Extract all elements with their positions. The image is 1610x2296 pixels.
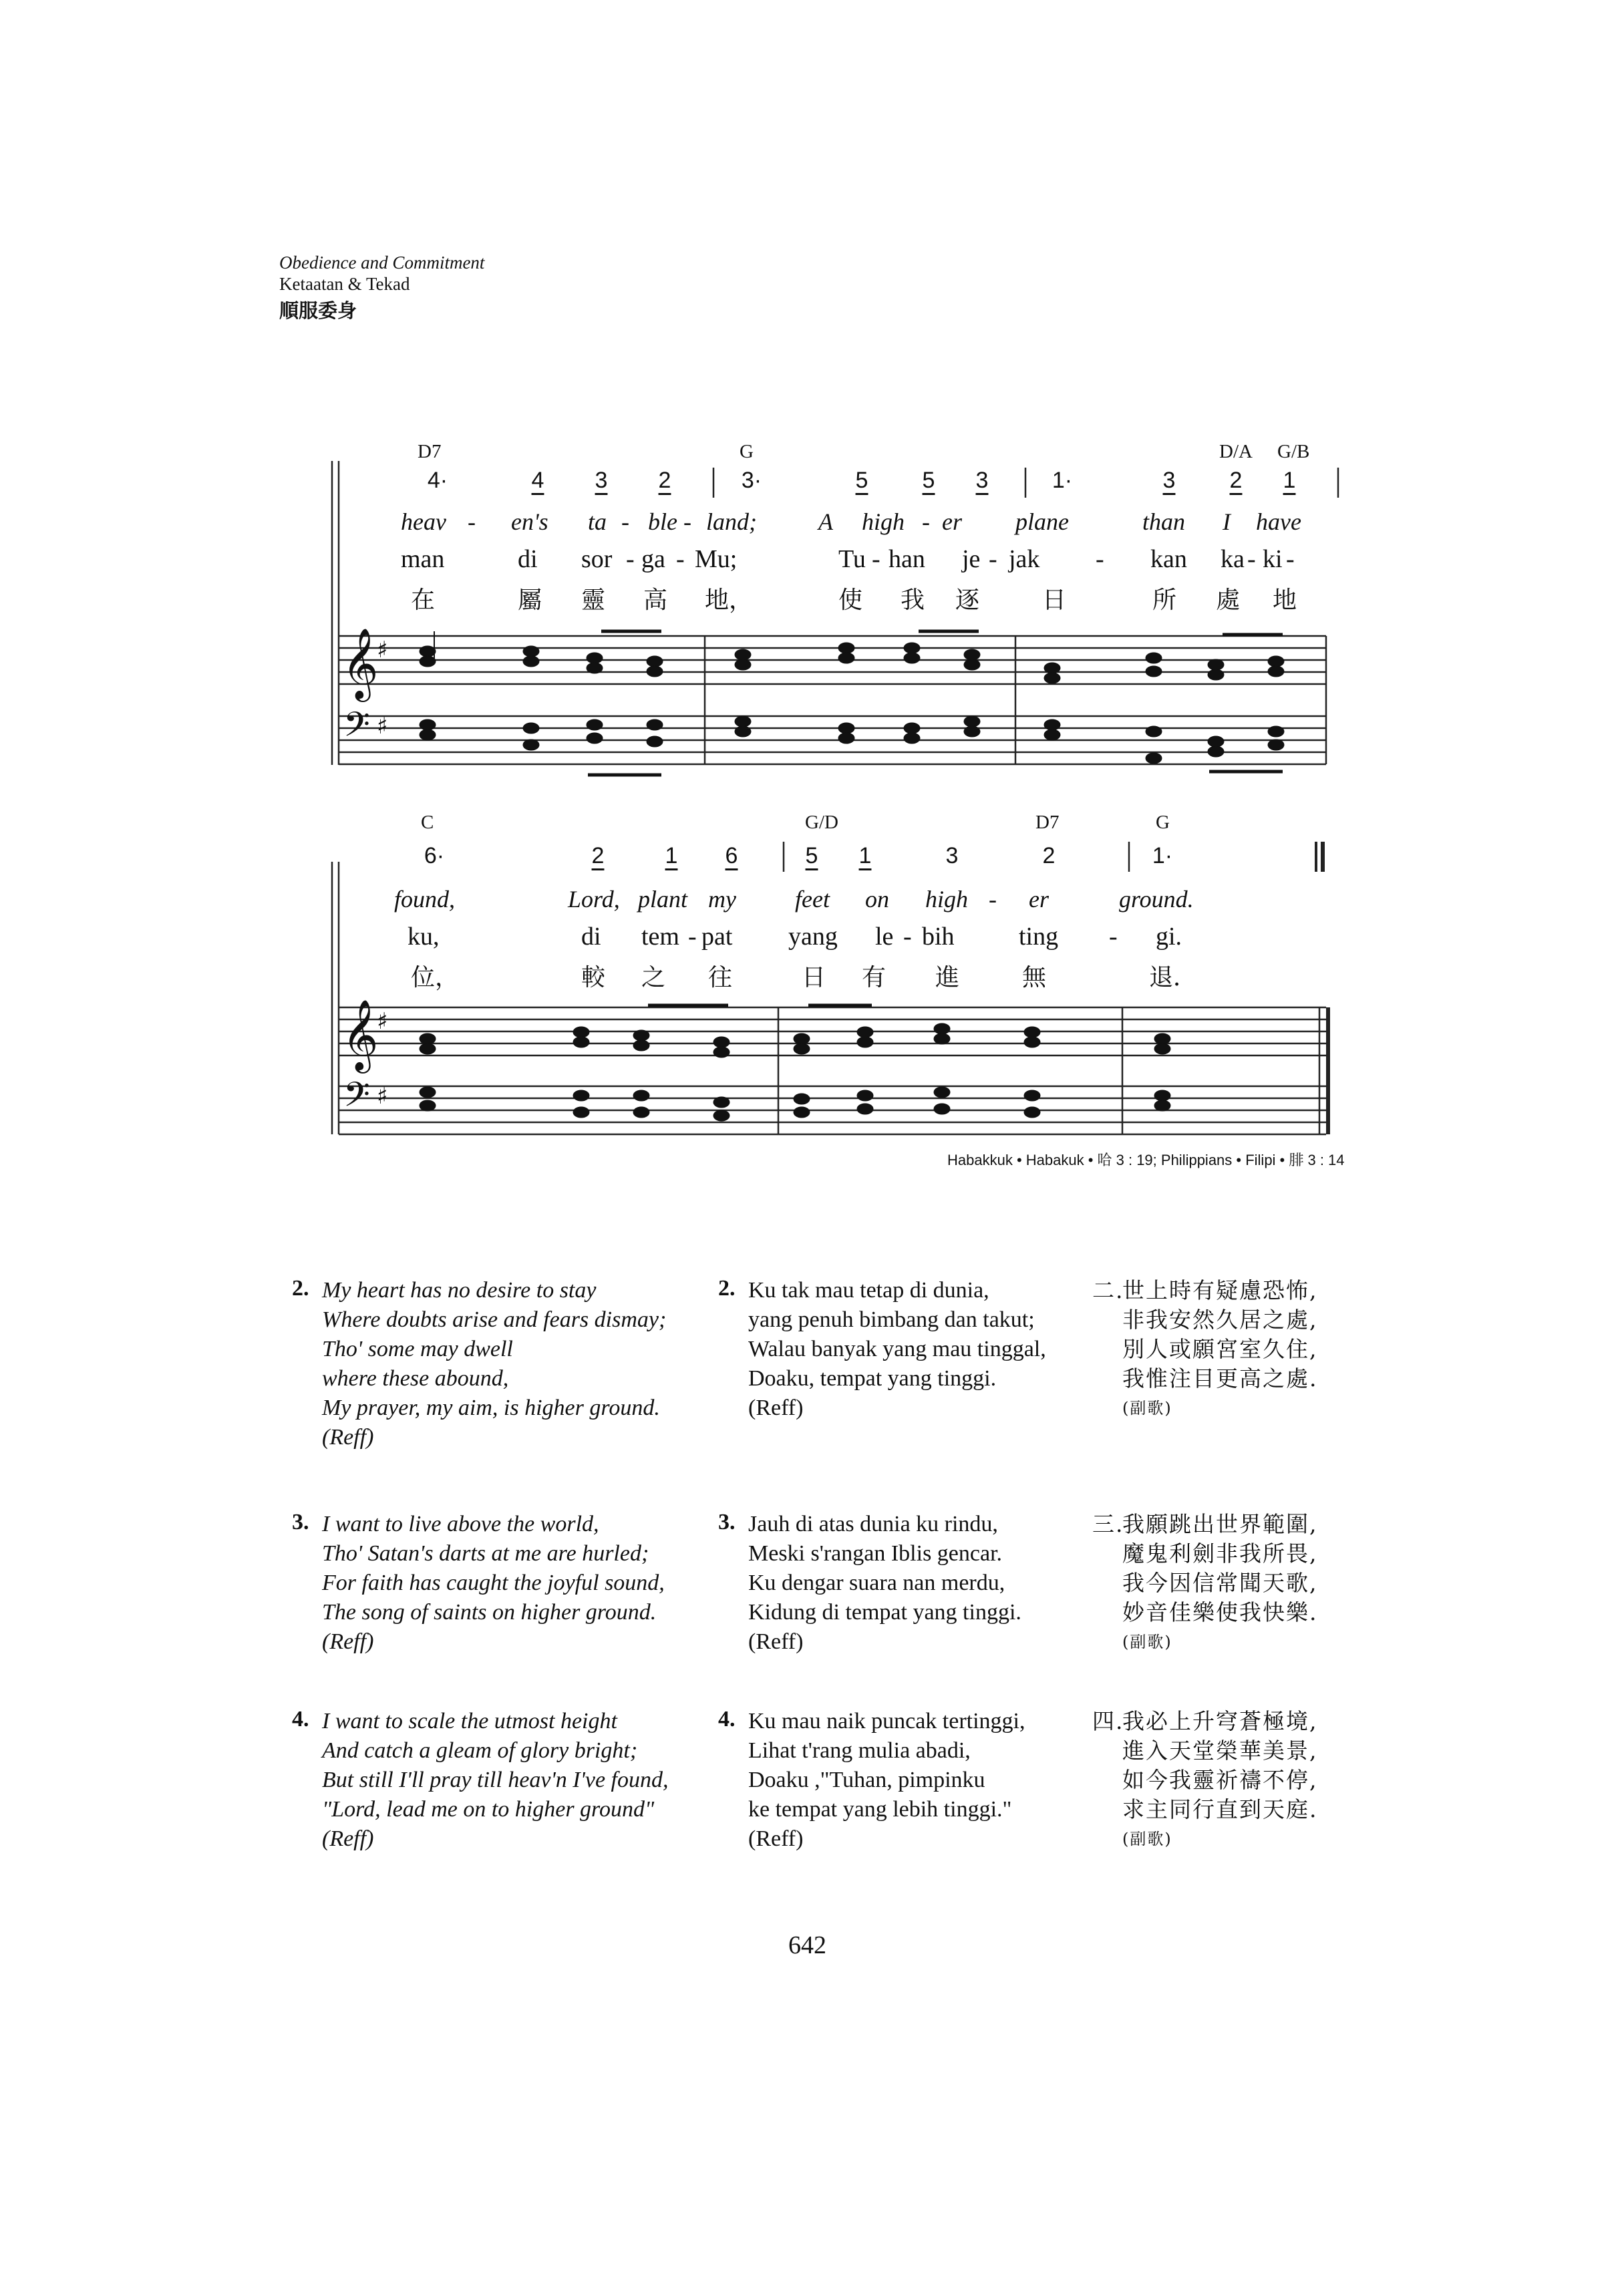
- lyric-zh: 進: [935, 964, 960, 991]
- jianpu-note: 3: [595, 468, 608, 493]
- lyric-id: ki: [1263, 545, 1283, 573]
- lyric-id: ga: [641, 545, 665, 573]
- jianpu-note: 1: [858, 843, 872, 868]
- lyric-zh: 屬: [518, 587, 542, 614]
- verse-refrain: (副歌): [1122, 1830, 1172, 1848]
- svg-text:♯: ♯: [377, 1008, 388, 1035]
- verse-refrain: (副歌): [1122, 1399, 1172, 1418]
- verse-number: 2.: [718, 1276, 736, 1301]
- jianpu-note: 6·: [424, 843, 445, 868]
- lyric-en: my: [708, 886, 736, 913]
- verse-line: Walau banyak yang mau tinggal,: [748, 1337, 1046, 1361]
- lyric-id: -: [872, 545, 880, 573]
- lyric-en: er: [942, 508, 962, 535]
- verse-line: where these abound,: [322, 1366, 509, 1391]
- verse-4-chinese: [1092, 1707, 1373, 1854]
- verse-line: And catch a gleam of glory bright;: [322, 1738, 638, 1763]
- verse-line: 求主同行直到天庭.: [1122, 1796, 1318, 1822]
- bass-clef-icon: 𝄢: [343, 704, 370, 753]
- lyric-id: -: [903, 923, 912, 951]
- lyric-en: en's: [511, 508, 548, 535]
- svg-text:♯: ♯: [377, 1083, 388, 1110]
- bass-clef-icon-2: 𝄢: [343, 1074, 370, 1123]
- lyric-en: Lord,: [568, 886, 620, 913]
- category-english: Obedience and Commitment: [279, 253, 485, 273]
- verse-line: Meski s'rangan Iblis gencar.: [748, 1541, 1003, 1566]
- verse-refrain: (副歌): [1122, 1633, 1172, 1651]
- jianpu-note: 5: [922, 468, 935, 493]
- chord-c: C: [421, 812, 434, 833]
- lyric-en: ground.: [1119, 886, 1194, 913]
- lyric-en: feet: [795, 886, 830, 913]
- lyric-id: sor: [581, 545, 613, 573]
- lyric-en: plant: [638, 886, 688, 913]
- jianpu-note: 2: [1042, 843, 1056, 868]
- lyric-en: -: [922, 508, 930, 535]
- lyric-en: -: [989, 886, 997, 913]
- verse-line: My prayer, my aim, is higher ground.: [322, 1396, 660, 1420]
- lyric-id: je: [962, 545, 981, 573]
- jianpu-note: 2: [1229, 468, 1243, 493]
- chord-d7: D7: [418, 441, 442, 462]
- lyric-id: le: [875, 923, 894, 951]
- jianpu-note: 3: [945, 843, 959, 868]
- verse-2-english: [292, 1276, 733, 1452]
- chord-g-d: G/D: [805, 812, 838, 833]
- lyric-zh: 無: [1022, 964, 1047, 991]
- verse-number: 3.: [292, 1510, 309, 1534]
- verse-line: 別人或願宮室久住,: [1122, 1336, 1318, 1362]
- lyric-en: -: [468, 508, 476, 535]
- verse-line: yang penuh bimbang dan takut;: [748, 1307, 1035, 1332]
- verse-refrain: (Reff): [748, 1826, 804, 1851]
- verse-number: 4.: [292, 1707, 309, 1732]
- verse-number: 四.: [1092, 1708, 1124, 1734]
- lyric-id: ting: [1019, 923, 1059, 951]
- verse-number: 4.: [718, 1707, 736, 1732]
- verse-line: 我必上升穹蒼極境,: [1122, 1708, 1318, 1734]
- lyric-zh: 日: [802, 964, 826, 991]
- verse-4-english: [292, 1707, 733, 1854]
- lyric-zh: 高: [643, 587, 668, 614]
- verse-line: Jauh di atas dunia ku rindu,: [748, 1512, 998, 1536]
- verse-line: 我願跳出世界範圍,: [1122, 1511, 1318, 1537]
- page-number: 642: [788, 1931, 826, 1959]
- jianpu-note: 2: [658, 468, 671, 493]
- jianpu-note: 1·: [1052, 468, 1073, 493]
- verse-line: My heart has no desire to stay: [322, 1278, 597, 1303]
- lyric-en: ble: [648, 508, 677, 535]
- chord-g-b: G/B: [1277, 441, 1310, 462]
- verse-line: Ku mau naik puncak tertinggi,: [748, 1709, 1025, 1734]
- chord-g: G: [740, 441, 754, 462]
- lyric-zh: 較: [581, 964, 606, 991]
- lyric-zh: 位，: [411, 964, 460, 991]
- lyric-zh: 之: [641, 964, 666, 991]
- lyric-en: high: [862, 508, 905, 535]
- lyric-id: -: [1247, 545, 1256, 573]
- verse-line: Doaku ,"Tuhan, pimpinku: [748, 1768, 985, 1792]
- verse-2-chinese: [1092, 1276, 1373, 1423]
- lyric-id: kan: [1150, 545, 1187, 573]
- lyric-zh: 有: [862, 964, 887, 991]
- lyric-en: -: [621, 508, 629, 535]
- lyric-id: di: [518, 545, 538, 573]
- lyric-en: high: [925, 886, 969, 913]
- lyric-id: -: [1109, 923, 1118, 951]
- jianpu-note: 2: [591, 843, 605, 868]
- lyric-id: ku,: [408, 923, 440, 951]
- lyric-en: -: [683, 508, 691, 535]
- lyric-id: bih: [922, 923, 955, 951]
- lyric-zh: 在: [411, 587, 436, 614]
- verse-number: 3.: [718, 1510, 736, 1534]
- chord-g-2: G: [1156, 812, 1170, 833]
- lyric-en: than: [1142, 508, 1186, 535]
- category-indonesian: Ketaatan & Tekad: [279, 274, 410, 294]
- verse-line: Lihat t'rang mulia abadi,: [748, 1738, 971, 1763]
- lyric-en: ta: [588, 508, 607, 535]
- verse-refrain: (Reff): [748, 1629, 804, 1654]
- verse-line: ke tempat yang lebih tinggi.": [748, 1797, 1012, 1822]
- lyric-id: -: [989, 545, 997, 573]
- scripture-reference: Habakkuk • Habakuk • 哈 3 : 19; Philippians • Filipi • 腓 3 : 14: [947, 1152, 1345, 1168]
- lyric-id: -: [1096, 545, 1104, 573]
- svg-text:♯: ♯: [377, 713, 388, 740]
- verse-line: 世上時有疑慮恐怖,: [1122, 1277, 1318, 1303]
- verse-line: 我今因信常聞天歌,: [1122, 1570, 1318, 1596]
- verse-line: The song of saints on higher ground.: [322, 1600, 657, 1625]
- verse-4-indonesian: [718, 1707, 1106, 1854]
- lyric-id: ka: [1221, 545, 1245, 573]
- lyric-zh: 所: [1152, 587, 1177, 614]
- lyric-zh: 地: [1273, 587, 1297, 614]
- lyric-en: have: [1256, 508, 1301, 535]
- jianpu-note: 3·: [741, 468, 762, 493]
- lyric-zh: 退．: [1149, 964, 1198, 991]
- verse-line: Kidung di tempat yang tinggi.: [748, 1600, 1021, 1625]
- verse-refrain: (Reff): [748, 1396, 804, 1420]
- verse-line: 妙音佳樂使我快樂.: [1122, 1599, 1318, 1625]
- lyric-id: han: [889, 545, 925, 573]
- jianpu-note: 3: [975, 468, 989, 493]
- chord-d-a: D/A: [1219, 441, 1253, 462]
- lyric-en: A: [818, 508, 833, 535]
- verse-refrain: (Reff): [322, 1629, 374, 1654]
- lyric-id: man: [401, 545, 445, 573]
- lyric-zh: 逐: [955, 587, 980, 614]
- lyric-id: gi.: [1156, 923, 1182, 951]
- jianpu-note: 3: [1162, 468, 1176, 493]
- verse-line: 非我安然久居之處,: [1122, 1307, 1318, 1333]
- category-chinese: 順服委身: [279, 299, 357, 322]
- verse-line: Tho' Satan's darts at me are hurled;: [322, 1541, 649, 1566]
- verse-line: Doaku, tempat yang tinggi.: [748, 1366, 997, 1391]
- lyric-en: found,: [394, 886, 456, 913]
- lyric-en: heav: [401, 508, 446, 535]
- lyric-zh: 地，: [705, 587, 754, 614]
- jianpu-note: 1: [665, 843, 678, 868]
- lyric-id: tem: [641, 923, 679, 951]
- lyric-en: land;: [706, 508, 757, 535]
- verse-line: For faith has caught the joyful sound,: [322, 1571, 665, 1595]
- lyric-zh: 往: [708, 964, 733, 991]
- verse-2-indonesian: [718, 1276, 1106, 1423]
- treble-clef-icon-2: 𝄞: [342, 999, 379, 1070]
- lyric-id: -: [676, 545, 685, 573]
- lyric-zh: 日: [1042, 587, 1067, 614]
- verse-line: I want to scale the utmost height: [322, 1709, 617, 1734]
- verse-number: 2.: [292, 1276, 309, 1301]
- lyric-en: plane: [1015, 508, 1069, 535]
- jianpu-note: 4: [531, 468, 544, 493]
- lyric-id: Tu: [838, 545, 866, 573]
- lyric-en: er: [1029, 886, 1049, 913]
- lyric-id: jak: [1009, 545, 1040, 573]
- jianpu-note: 5: [855, 468, 868, 493]
- verse-line: 如今我靈祈禱不停,: [1122, 1767, 1318, 1793]
- svg-text:♯: ♯: [377, 637, 388, 663]
- verse-3-indonesian: [718, 1510, 1106, 1657]
- lyric-zh: 靈: [581, 587, 606, 614]
- lyric-id: -: [626, 545, 635, 573]
- lyric-en: on: [865, 886, 889, 913]
- lyric-id: pat: [701, 923, 733, 951]
- verse-line: 魔鬼利劍非我所畏,: [1122, 1540, 1318, 1567]
- verse-3-english: [292, 1510, 733, 1657]
- lyric-en: I: [1223, 508, 1231, 535]
- jianpu-note: 4·: [427, 468, 448, 493]
- lyric-zh: 我: [901, 587, 925, 614]
- verse-line: 進入天堂榮華美景,: [1122, 1738, 1318, 1764]
- chord-d7-2: D7: [1035, 812, 1060, 833]
- verse-line: 我惟注目更高之處.: [1122, 1365, 1318, 1391]
- treble-clef-icon: 𝄞: [342, 627, 379, 699]
- verse-line: "Lord, lead me on to higher ground": [322, 1797, 655, 1822]
- lyric-id: di: [581, 923, 601, 951]
- verse-line: I want to live above the world,: [322, 1512, 599, 1536]
- verse-number: 三.: [1092, 1511, 1124, 1537]
- lyric-zh: 使: [838, 587, 863, 614]
- verse-3-chinese: [1092, 1510, 1373, 1657]
- verse-line: Tho' some may dwell: [322, 1337, 513, 1361]
- jianpu-note: 1·: [1152, 843, 1173, 868]
- verse-line: But still I'll pray till heav'n I've found,: [322, 1768, 669, 1792]
- lyric-id: Mu;: [695, 545, 738, 573]
- jianpu-note: 6: [725, 843, 738, 868]
- verse-line: Ku tak mau tetap di dunia,: [748, 1278, 989, 1303]
- verse-refrain: (Reff): [322, 1826, 374, 1851]
- jianpu-note: 1: [1283, 468, 1296, 493]
- lyric-id: yang: [788, 923, 838, 951]
- verse-number: 二.: [1092, 1277, 1124, 1303]
- lyric-zh: 處: [1216, 587, 1241, 614]
- verse-refrain: (Reff): [322, 1425, 374, 1450]
- lyric-id: -: [688, 923, 697, 951]
- jianpu-note: 5: [805, 843, 818, 868]
- verse-line: Where doubts arise and fears dismay;: [322, 1307, 667, 1332]
- lyric-id: -: [1286, 545, 1295, 573]
- verse-line: Ku dengar suara nan merdu,: [748, 1571, 1005, 1595]
